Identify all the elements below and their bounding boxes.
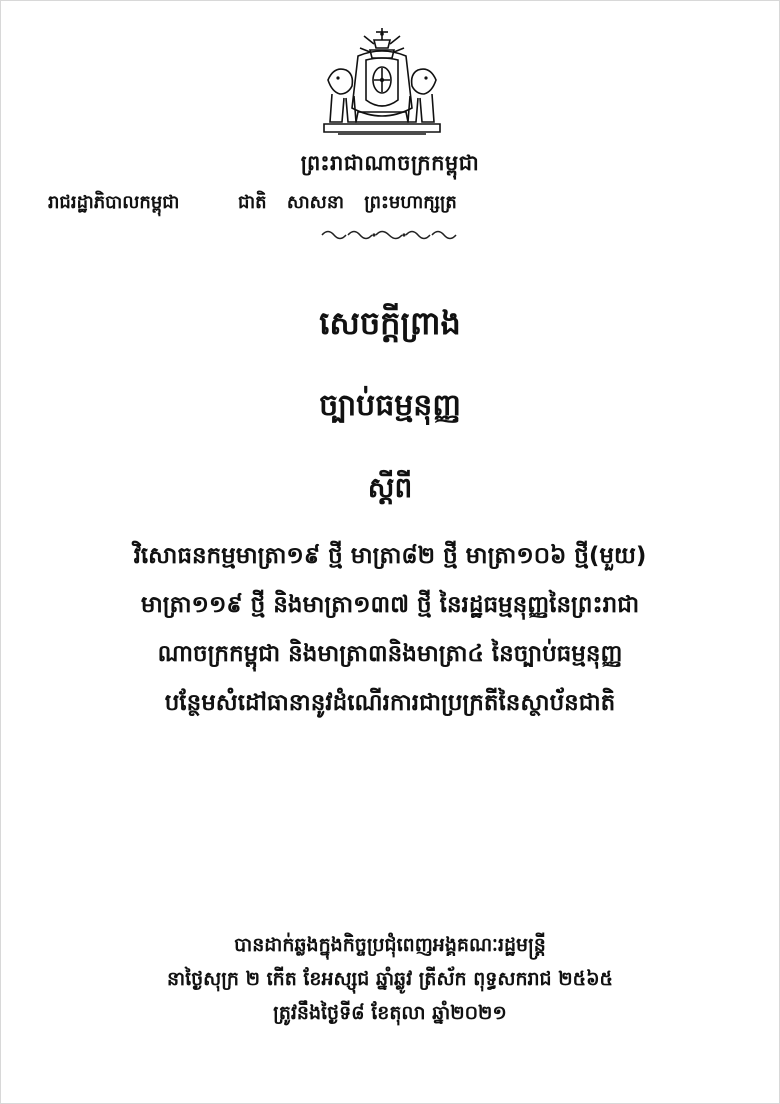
law-title: ច្បាប់ធម្មនុញ្ញ: [319, 388, 461, 423]
subject-line: បន្ថែមសំដៅធានានូវដំណើរការជាប្រក្រតីនៃស្ថាប័នជាតិ: [164, 690, 616, 716]
approval-date-line: នាថ្ងៃសុក្រ ២ កើត ខែអស្សុជ ឆ្នាំឆ្លូវ ត្រីស័ក ពុទ្ធសករាជ ២៥៦៥: [167, 968, 613, 990]
ornamental-divider: [318, 226, 460, 244]
royal-coat-of-arms-emblem: [318, 26, 446, 144]
national-motto: ជាតិ សាសនា ព្រះមហាក្សត្រ: [238, 192, 457, 213]
kingdom-title: ព្រះរាជាណាចក្រកម្ពុជា: [300, 151, 480, 175]
subject-line: ណាចក្រកម្ពុជា និងមាត្រា៣និងមាត្រា៤ នៃច្បាប់ធម្មនុញ្ញ: [157, 641, 623, 667]
about-label: ស្ដីពី: [367, 471, 413, 504]
subject-line: មាត្រា១១៩ ថ្មី និងមាត្រា១៣៧ ថ្មី នៃរដ្ឋធម្មនុញ្ញនៃព្រះរាជា: [140, 592, 640, 618]
subject-block: [70, 532, 710, 728]
draft-title: សេចក្ដីព្រាង: [319, 304, 461, 342]
approval-note: [0, 928, 780, 1030]
government-label: រាជរដ្ឋាភិបាលកម្ពុជា: [48, 192, 180, 213]
subject-line: វិសោធនកម្មមាត្រា១៩ ថ្មី មាត្រា៨២ ថ្មី មាត្រា១០៦ ថ្មី(មួយ): [133, 543, 647, 569]
gregorian-date-line: ត្រូវនឹងថ្ងៃទី៨ ខែតុលា ឆ្នាំ២០២១: [273, 1002, 507, 1024]
approval-line: បានដាក់ឆ្លងក្នុងកិច្ចប្រជុំពេញអង្គគណៈរដ្ឋមន្ត្រី: [234, 934, 546, 956]
